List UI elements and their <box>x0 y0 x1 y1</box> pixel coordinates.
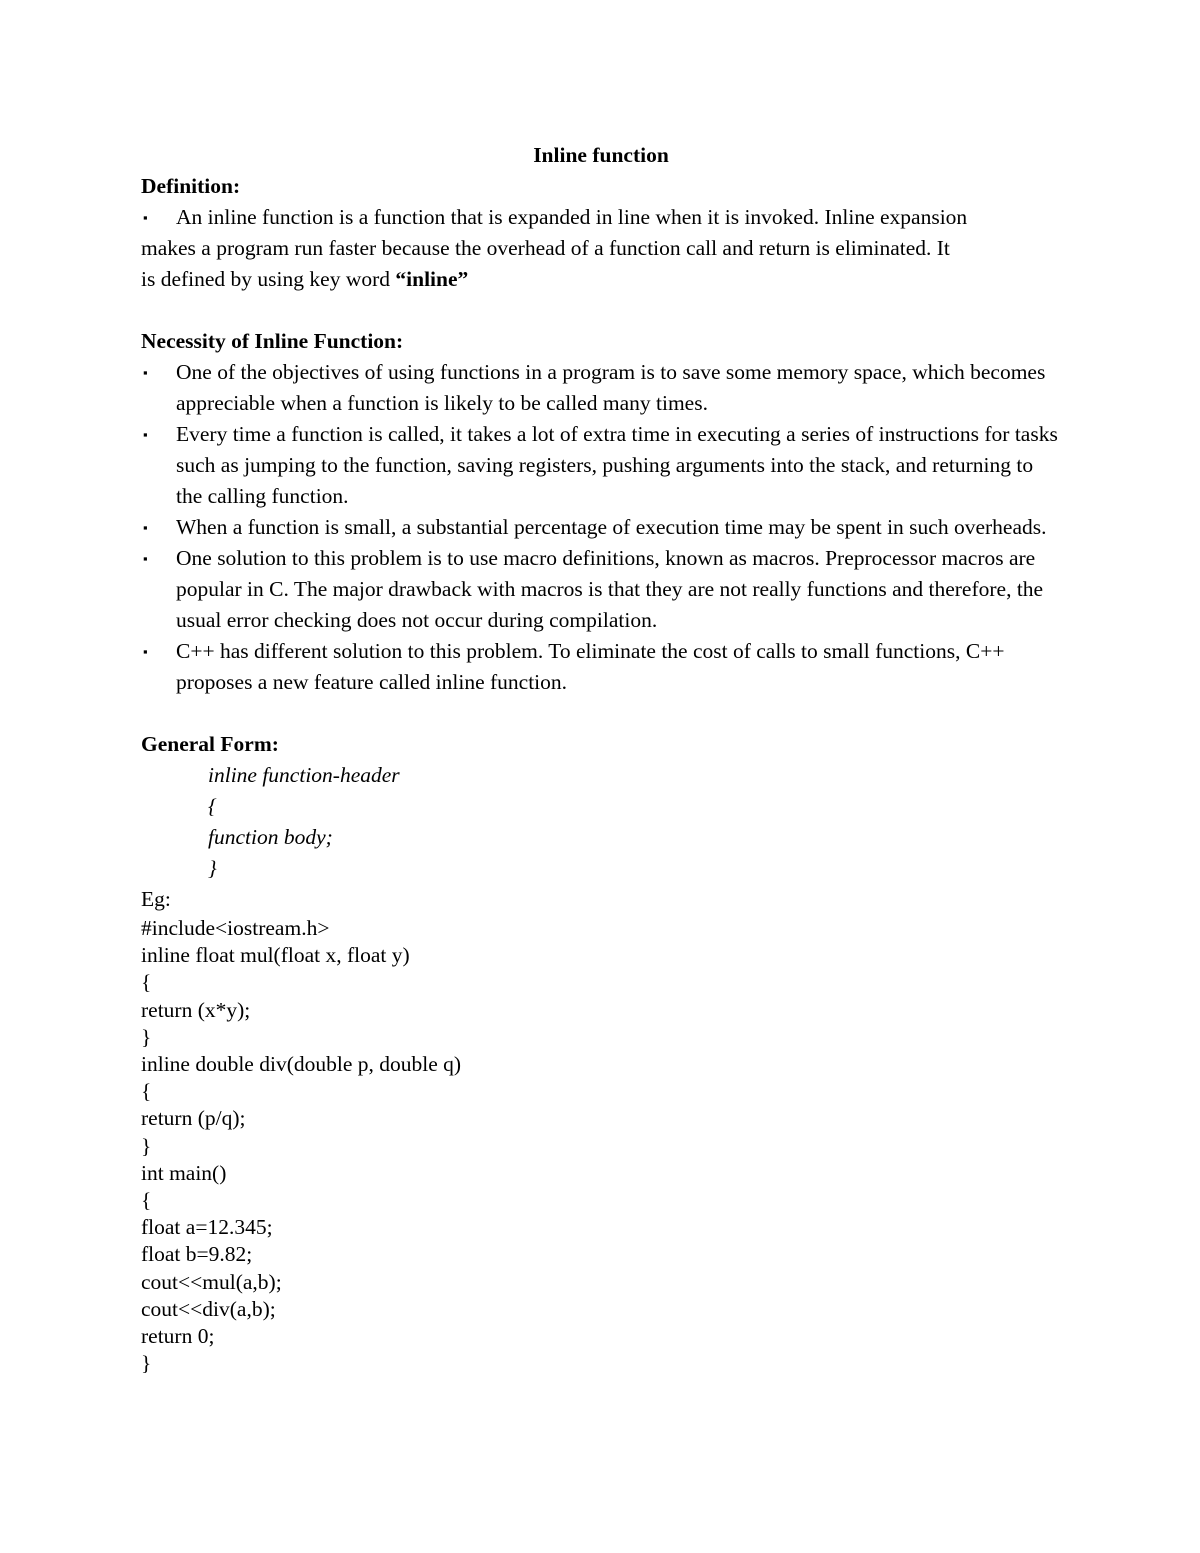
code-line: return (x*y); <box>141 997 251 1022</box>
code-line: #include<iostream.h> <box>141 916 330 940</box>
list-item-text: C++ has different solution to this problem. To eliminate the cost of calls to small functions, C++ proposes a new feature called inline function. <box>176 639 1005 694</box>
general-form-line: { <box>208 794 217 818</box>
code-line: inline double div(double p, double q) <box>141 1052 462 1077</box>
code-line: inline float mul(float x, float y) <box>141 943 410 968</box>
square-bullet-icon: ▪ <box>143 551 148 566</box>
square-bullet-icon: ▪ <box>143 210 148 225</box>
spacer <box>141 295 1061 326</box>
list-item <box>141 512 1061 543</box>
definition-paragraph <box>141 202 1061 233</box>
list-item-text: One solution to this problem is to use macro definitions, known as macros. Preprocessor macros are popular in C. The major drawback with macros is that they are not really functions and therefore, the usual error checking does not occur during compilation. <box>176 546 1044 632</box>
document-content <box>141 140 1061 1377</box>
definition-text-prefix: is defined by using key word <box>141 267 396 291</box>
example-label: Eg: <box>141 887 171 911</box>
code-line: { <box>141 1188 152 1213</box>
general-form-heading: General Form: <box>141 732 279 756</box>
general-form-line: } <box>208 856 217 880</box>
code-line: return (p/q); <box>141 1106 246 1131</box>
code-line: } <box>141 1024 152 1049</box>
code-line: float a=12.345; <box>141 1215 273 1240</box>
code-line: { <box>141 970 152 995</box>
list-item-text: Every time a function is called, it takes a lot of extra time in executing a series of instructions for tasks such as jumping to the function, saving registers, pushing arguments into the stack, and returning to the calling function. <box>176 422 1058 508</box>
square-bullet-icon: ▪ <box>143 520 148 535</box>
general-form-line: function body; <box>208 825 333 849</box>
code-line: { <box>141 1079 152 1104</box>
square-bullet-icon: ▪ <box>143 427 148 442</box>
spacer <box>141 698 1061 729</box>
document-title: Inline function <box>533 143 669 167</box>
necessity-heading: Necessity of Inline Function: <box>141 329 404 353</box>
list-item <box>141 543 1061 636</box>
code-line: } <box>141 1351 152 1376</box>
example-code-block <box>141 915 1061 1377</box>
necessity-list <box>141 357 1061 698</box>
code-line: return 0; <box>141 1324 215 1349</box>
general-form-line: inline function-header <box>208 763 400 787</box>
code-line: int main() <box>141 1160 227 1185</box>
code-line: cout<<div(a,b); <box>141 1296 276 1321</box>
code-line: float b=9.82; <box>141 1242 253 1267</box>
code-line: } <box>141 1133 152 1158</box>
definition-heading: Definition: <box>141 174 241 198</box>
list-item <box>141 357 1061 419</box>
list-item <box>141 419 1061 512</box>
definition-text-line2: makes a program run faster because the overhead of a function call and return is eliminated. It <box>141 236 950 260</box>
list-item <box>141 636 1061 698</box>
code-line: cout<<mul(a,b); <box>141 1269 282 1294</box>
definition-text-line1: An inline function is a function that is expanded in line when it is invoked. Inline expansion <box>176 205 968 229</box>
list-item-text: One of the objectives of using functions in a program is to save some memory space, which becomes appreciable when a function is likely to be called many times. <box>176 360 1046 415</box>
list-item-text: When a function is small, a substantial percentage of execution time may be spent in such overheads. <box>176 515 1047 539</box>
definition-keyword: “inline” <box>395 267 469 291</box>
square-bullet-icon: ▪ <box>143 644 148 659</box>
definition-text-line3 <box>141 264 1061 295</box>
square-bullet-icon: ▪ <box>143 365 148 380</box>
